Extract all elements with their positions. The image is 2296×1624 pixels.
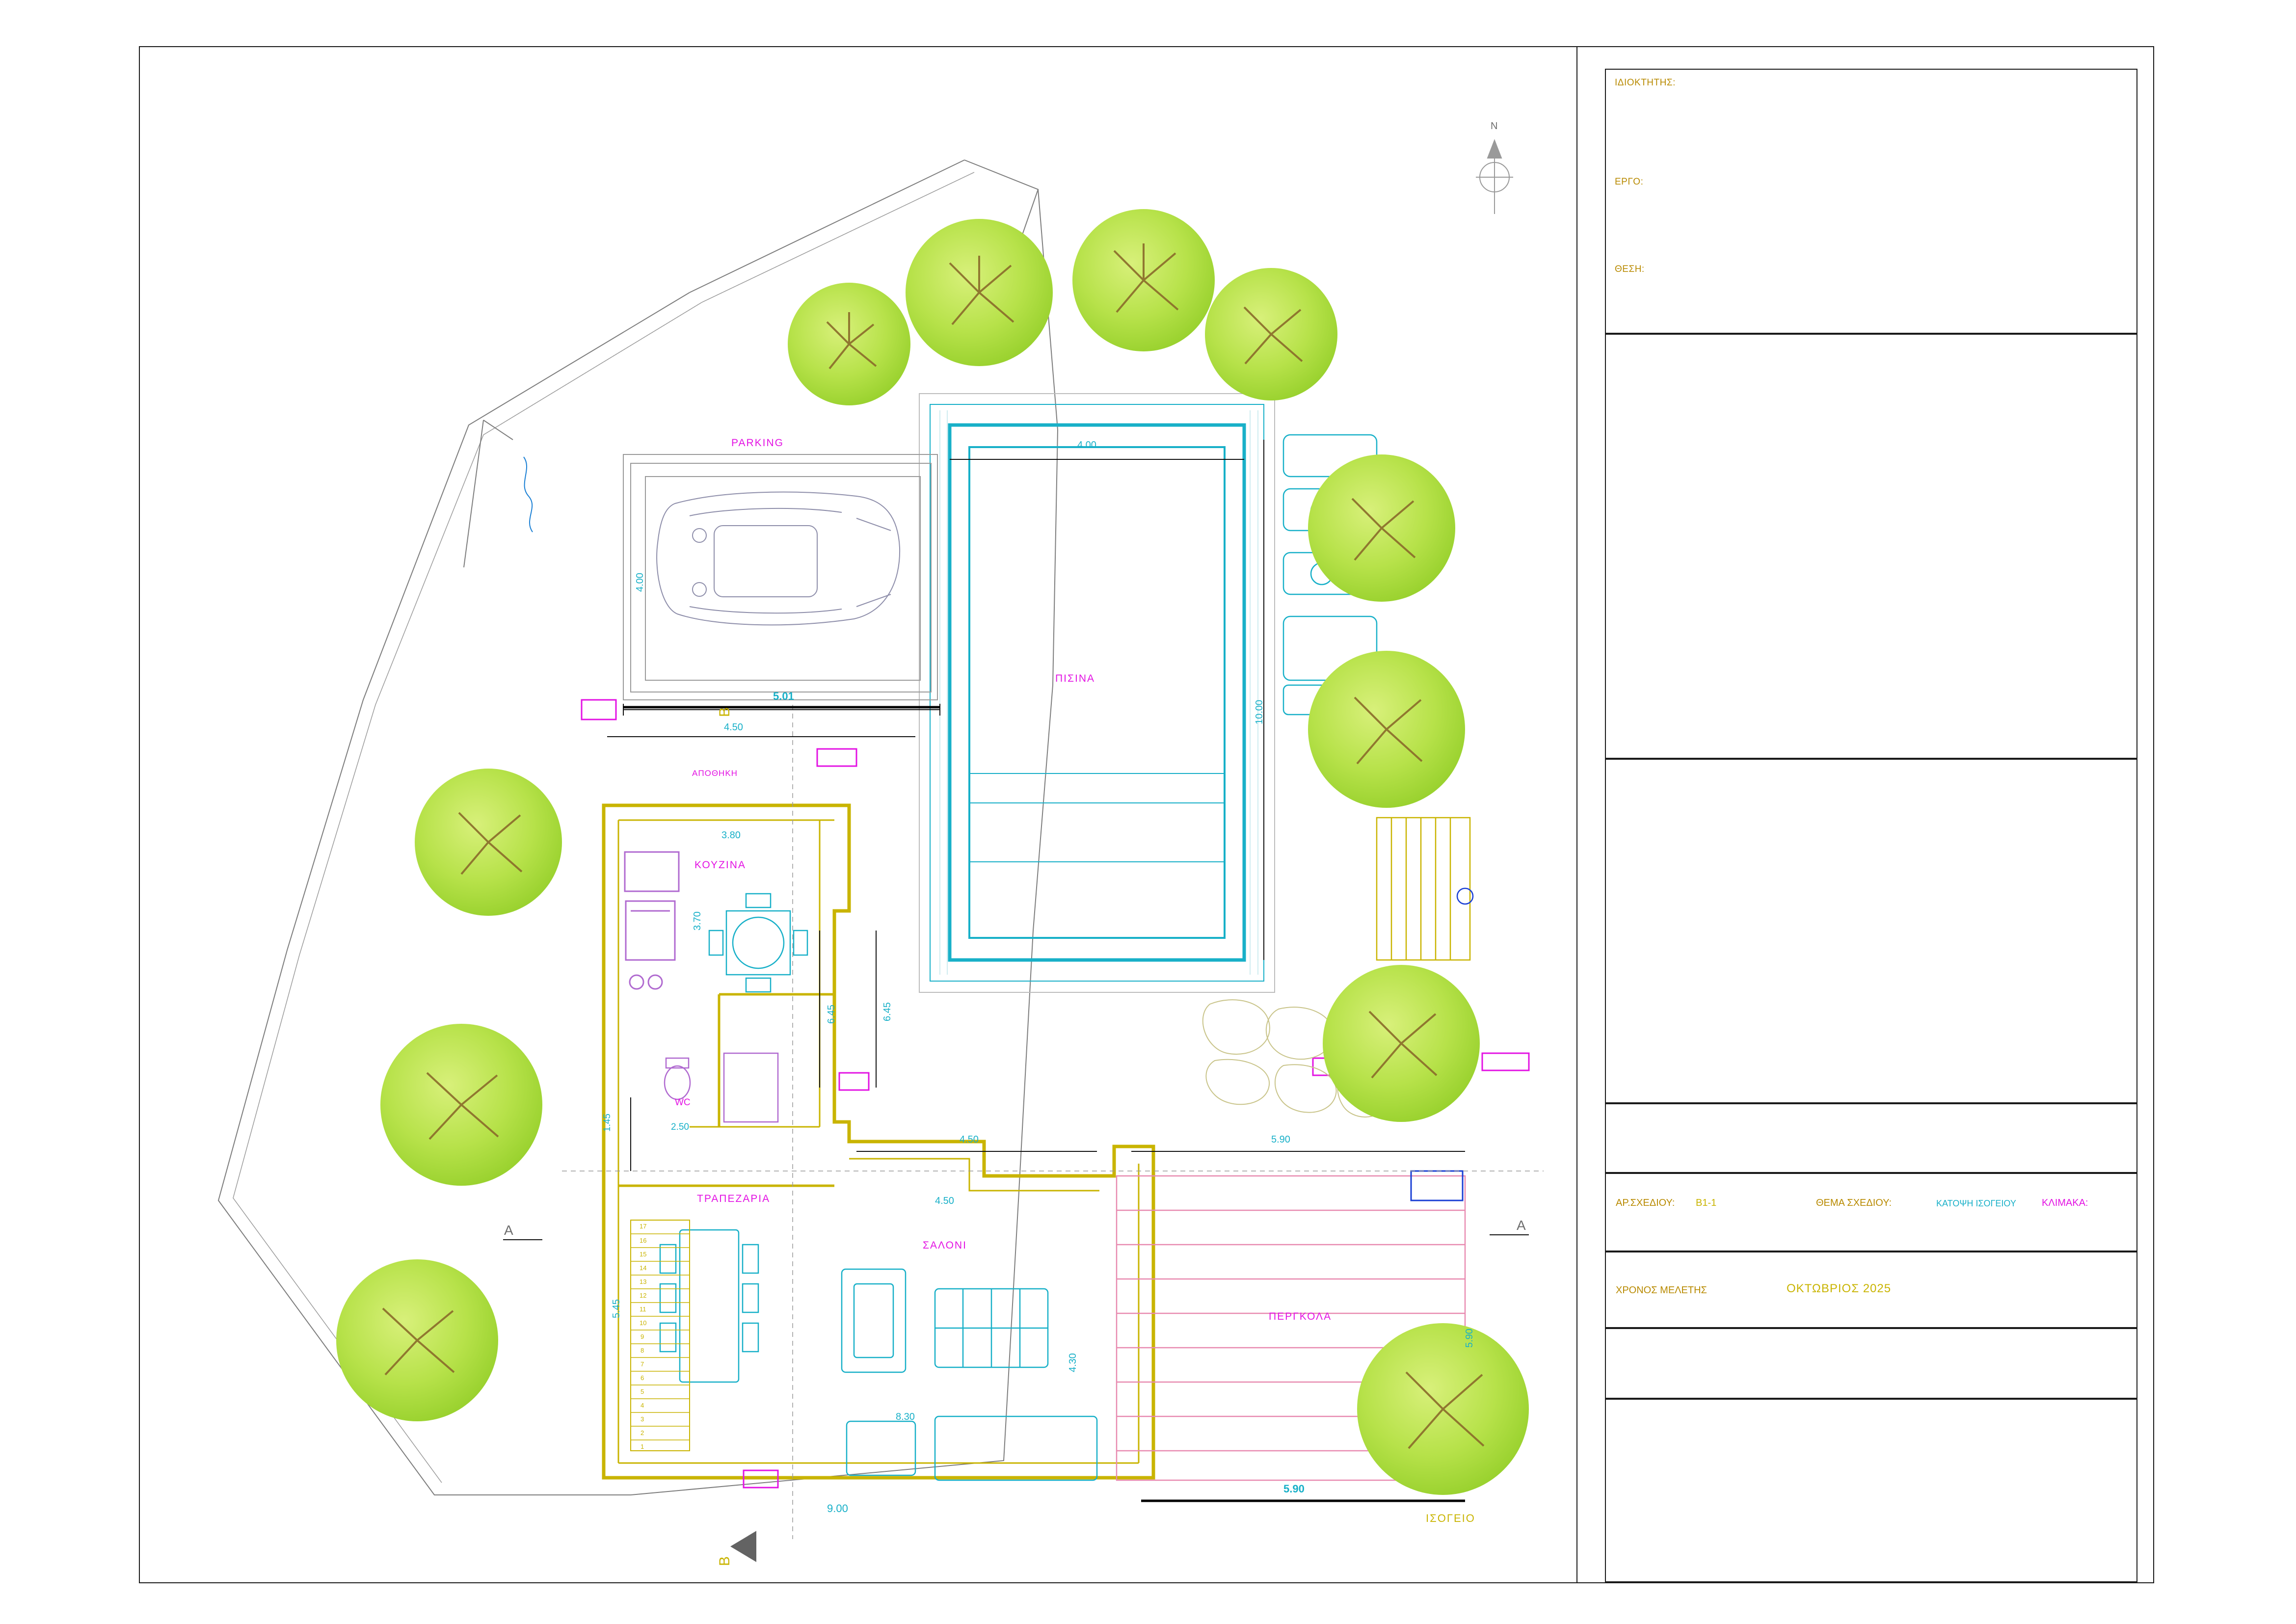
stair-number: 4 bbox=[641, 1402, 644, 1409]
label-pergola: ΠΕΡΓΚΟΛΑ bbox=[1269, 1311, 1332, 1322]
owner-value bbox=[1605, 107, 2296, 126]
address-line-2 bbox=[1605, 1359, 2296, 1374]
stair-number: 12 bbox=[640, 1292, 647, 1299]
tree-canopy bbox=[1357, 1323, 1529, 1495]
position-value-line1 bbox=[1620, 281, 2296, 298]
tree-canopy bbox=[1308, 651, 1465, 808]
section-b-top: B bbox=[717, 707, 733, 717]
label-kitchen: ΚΟΥΖΙΝΑ bbox=[694, 859, 746, 871]
stair-number: 14 bbox=[640, 1264, 647, 1272]
section-a-left: A bbox=[504, 1223, 513, 1238]
dim-9-00: 9.00 bbox=[827, 1502, 848, 1515]
sheet-vertical-divider bbox=[1576, 46, 1577, 1583]
drawing-no-label: ΑΡ.ΣΧΕΔΙΟΥ: bbox=[1616, 1198, 1675, 1208]
plan-drawing-area bbox=[140, 47, 1575, 1582]
owner-label: ΙΔΙΟΚΤΗΤΗΣ: bbox=[1615, 78, 1676, 88]
position-value-line2 bbox=[1620, 299, 2296, 317]
stair-number: 2 bbox=[641, 1429, 644, 1437]
stair-number: 6 bbox=[641, 1374, 644, 1382]
titleblock-spacer-box bbox=[1605, 1103, 2137, 1173]
dim-5-90-a: 5.90 bbox=[1271, 1134, 1290, 1145]
firm-name-block bbox=[1605, 1001, 2296, 1065]
section-a-right: A bbox=[1517, 1218, 1526, 1233]
stair-number: 11 bbox=[640, 1305, 646, 1313]
dim-5-45: 5.45 bbox=[611, 1299, 622, 1318]
dim-4-50-c: 4.50 bbox=[935, 1196, 954, 1206]
label-wc: WC bbox=[675, 1097, 691, 1108]
subject-label: ΘΕΜΑ ΣΧΕΔΙΟΥ: bbox=[1816, 1198, 1892, 1208]
address-line-1 bbox=[1605, 1344, 2296, 1358]
stair-number: 17 bbox=[640, 1223, 647, 1230]
project-value-line2 bbox=[1620, 209, 2296, 227]
dim-5-90-b: 5.90 bbox=[1283, 1483, 1305, 1495]
dim-3-70: 3.70 bbox=[692, 911, 703, 931]
stair-number: 7 bbox=[641, 1360, 644, 1368]
scale-label: ΚΛΙΜΑΚΑ: bbox=[2042, 1198, 2088, 1208]
stair-number: 8 bbox=[641, 1347, 644, 1354]
stair-number: 9 bbox=[641, 1333, 644, 1340]
section-b-bottom: B bbox=[717, 1556, 733, 1566]
dim-6-45-b: 6.45 bbox=[882, 1002, 893, 1021]
stamp-signature-label bbox=[1605, 1546, 2296, 1558]
firm-line-3 bbox=[1605, 1044, 2296, 1065]
label-floor-note: ΙΣΟΓΕΙΟ bbox=[1426, 1512, 1475, 1524]
dim-pool-width: 4.00 bbox=[1077, 440, 1096, 451]
tree-canopy bbox=[1308, 454, 1455, 602]
position-label: ΘΕΣΗ: bbox=[1615, 264, 1645, 274]
dim-4-50-b: 4.50 bbox=[960, 1134, 979, 1145]
titleblock-drawing-info-box bbox=[1605, 1173, 2137, 1251]
label-dining: ΤΡΑΠΕΖΑΡΙΑ bbox=[697, 1193, 771, 1204]
dim-3-80: 3.80 bbox=[721, 830, 741, 841]
tree-canopy bbox=[336, 1259, 498, 1421]
stair-number: 16 bbox=[640, 1237, 647, 1244]
date-label: ΧΡΟΝΟΣ ΜΕΛΕΤΗΣ bbox=[1616, 1285, 1707, 1296]
project-label: ΕΡΓΟ: bbox=[1615, 177, 1644, 187]
dim-2-50: 2.50 bbox=[671, 1122, 689, 1132]
tree-canopy bbox=[906, 219, 1053, 366]
date-value: ΟΚΤΩΒΡΙΟΣ 2025 bbox=[1787, 1282, 1892, 1295]
tree-canopy bbox=[1072, 209, 1215, 351]
dim-4-50-a: 4.50 bbox=[724, 722, 743, 733]
tree-canopy bbox=[1205, 268, 1337, 400]
logo-path-text bbox=[1605, 554, 2296, 564]
dim-1-45: 1.45 bbox=[602, 1114, 613, 1132]
north-label: N bbox=[1491, 121, 1498, 132]
drawing-no-value: B1-1 bbox=[1696, 1198, 1717, 1208]
firm-line-2 bbox=[1605, 1023, 2296, 1044]
stair-number: 15 bbox=[640, 1251, 647, 1258]
dim-5-90-c: 5.90 bbox=[1464, 1329, 1475, 1348]
firm-line-1 bbox=[1605, 1001, 2296, 1023]
project-value-line1 bbox=[1620, 190, 2296, 208]
dim-4-30: 4.30 bbox=[1068, 1353, 1078, 1372]
stair-number: 3 bbox=[641, 1415, 644, 1423]
label-pool: ΠΙΣΙΝΑ bbox=[1055, 673, 1095, 684]
dim-8-30: 8.30 bbox=[896, 1411, 915, 1422]
tree-canopy bbox=[415, 769, 562, 916]
stair-number: 13 bbox=[640, 1278, 647, 1285]
stair-number: 5 bbox=[641, 1388, 644, 1395]
titleblock-logo-box bbox=[1605, 334, 2137, 759]
label-storage: ΑΠΟΘΗΚΗ bbox=[692, 769, 738, 778]
stair-number: 10 bbox=[640, 1319, 647, 1327]
tree-canopy bbox=[1323, 965, 1480, 1122]
subject-value: ΚΑΤΟΨΗ ΙΣΟΓΕΙΟΥ bbox=[1936, 1198, 2016, 1208]
dim-5-01: 5.01 bbox=[773, 690, 794, 702]
tree-canopy bbox=[788, 283, 910, 405]
label-parking: PARKING bbox=[731, 437, 784, 449]
dim-6-45: 6.45 bbox=[826, 1005, 837, 1024]
stair-number: 1 bbox=[641, 1443, 644, 1450]
tree-canopy bbox=[380, 1024, 542, 1186]
dim-pool-length: 10.00 bbox=[1254, 699, 1265, 724]
label-living: ΣΑΛΟΝΙ bbox=[923, 1240, 967, 1251]
dim-parking-depth: 4.00 bbox=[635, 573, 645, 592]
